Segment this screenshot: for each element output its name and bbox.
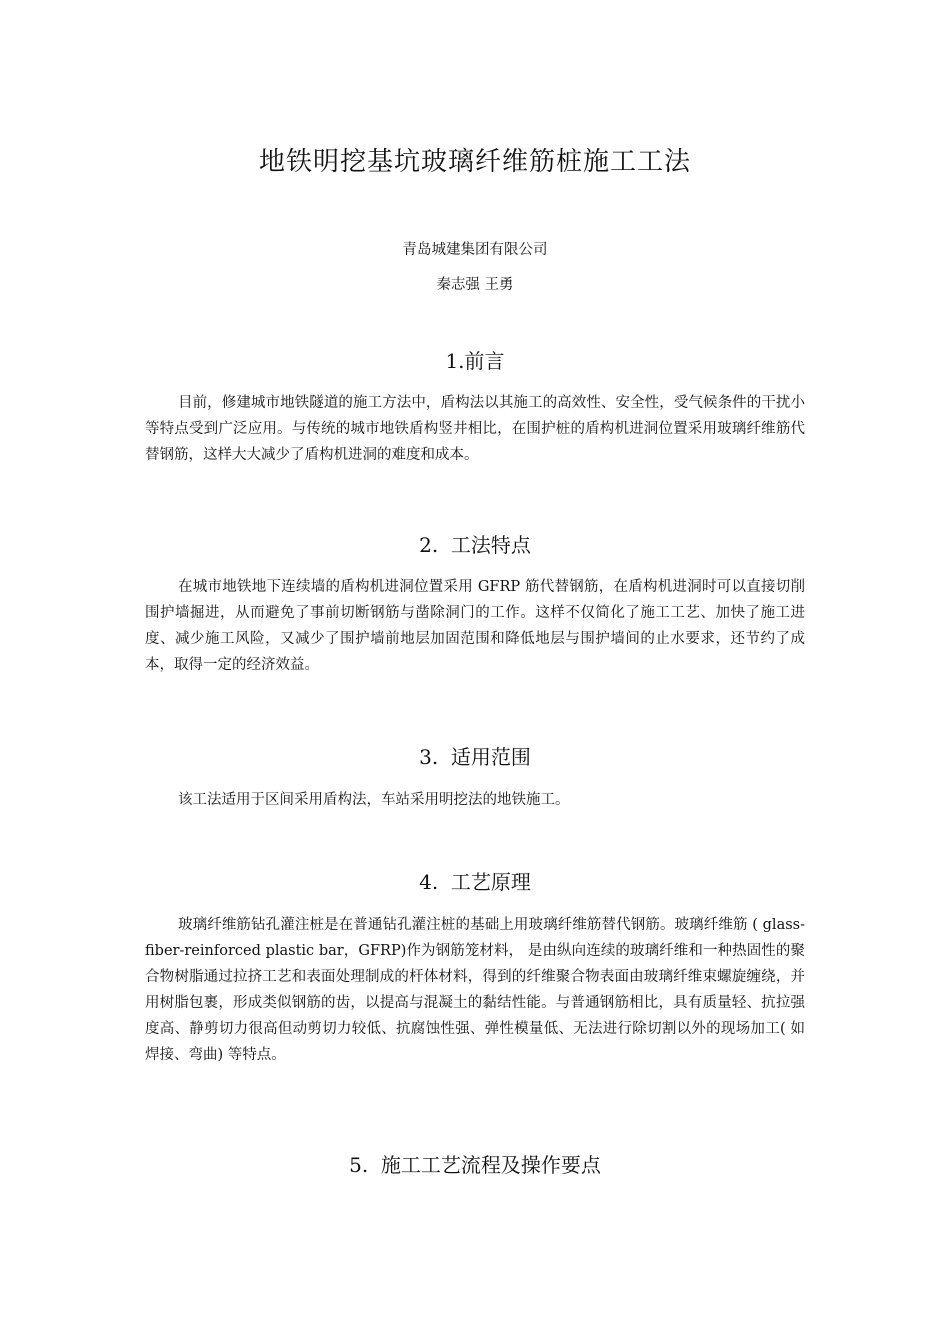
- author-organization: 青岛城建集团有限公司: [402, 242, 548, 258]
- section-body-principle: 玻璃纤维筋钻孔灌注桩是在普通钻孔灌注桩的基础上用玻璃纤维筋替代钢筋。玻璃纤维筋 ( glass-fiber-reinforced plastic bar，GFRP)作为钢筋笼材料， 是由纵向连续的玻璃纤维和一种热固性的聚合物树脂通过拉挤工艺和表面处理制成的杆体材料，得到的纤维聚合物表面由玻璃纤维束螺旋缠绕，并用树脂包裹，形成类似钢筋的齿，以提高与混凝土的黏结性能。与普通钢筋相比，具有质量轻、抗拉强度高、静剪切力很高但动剪切力较低、抗腐蚀性强、弹性模量低、无法进行除切割以外的现场加工( 如焊接、弯曲) 等特点。: [145, 917, 805, 1063]
- section-heading-process: 5. 施工工艺流程及操作要点: [349, 1153, 601, 1177]
- section-heading-features: 2. 工法特点: [419, 533, 531, 557]
- section-heading-scope: 3. 适用范围: [419, 745, 531, 769]
- section-body-scope: 该工法适用于区间采用盾构法，车站采用明挖法的地铁施工。: [178, 792, 570, 808]
- section-body-features: 在城市地铁地下连续墙的盾构机进洞位置采用 GFRP 筋代替钢筋，在盾构机进洞时可以直接切削围护墙掘进，从而避免了事前切断钢筋与凿除洞门的工作。这样不仅简化了施工工艺、加快了施工进度、减少施工风险，又减少了围护墙前地层加固范围和降低地层与围护墙间的止水要求，还节约了成本，取得一定的经济效益。: [145, 579, 805, 673]
- section-heading-preface: 1.前言: [445, 349, 505, 373]
- section-body-preface: 目前，修建城市地铁隧道的施工方法中，盾构法以其施工的高效性、安全性，受气候条件的干扰小等特点受到广泛应用。与传统的城市地铁盾构竖井相比，在围护桩的盾构机进洞位置采用玻璃纤维筋代替钢筋，这样大大减少了盾构机进洞的难度和成本。: [145, 395, 805, 463]
- document-title: 地铁明挖基坑玻璃纤维筋桩施工工法: [258, 147, 691, 177]
- section-heading-principle: 4. 工艺原理: [419, 870, 531, 894]
- author-names: 秦志强 王勇: [436, 277, 514, 293]
